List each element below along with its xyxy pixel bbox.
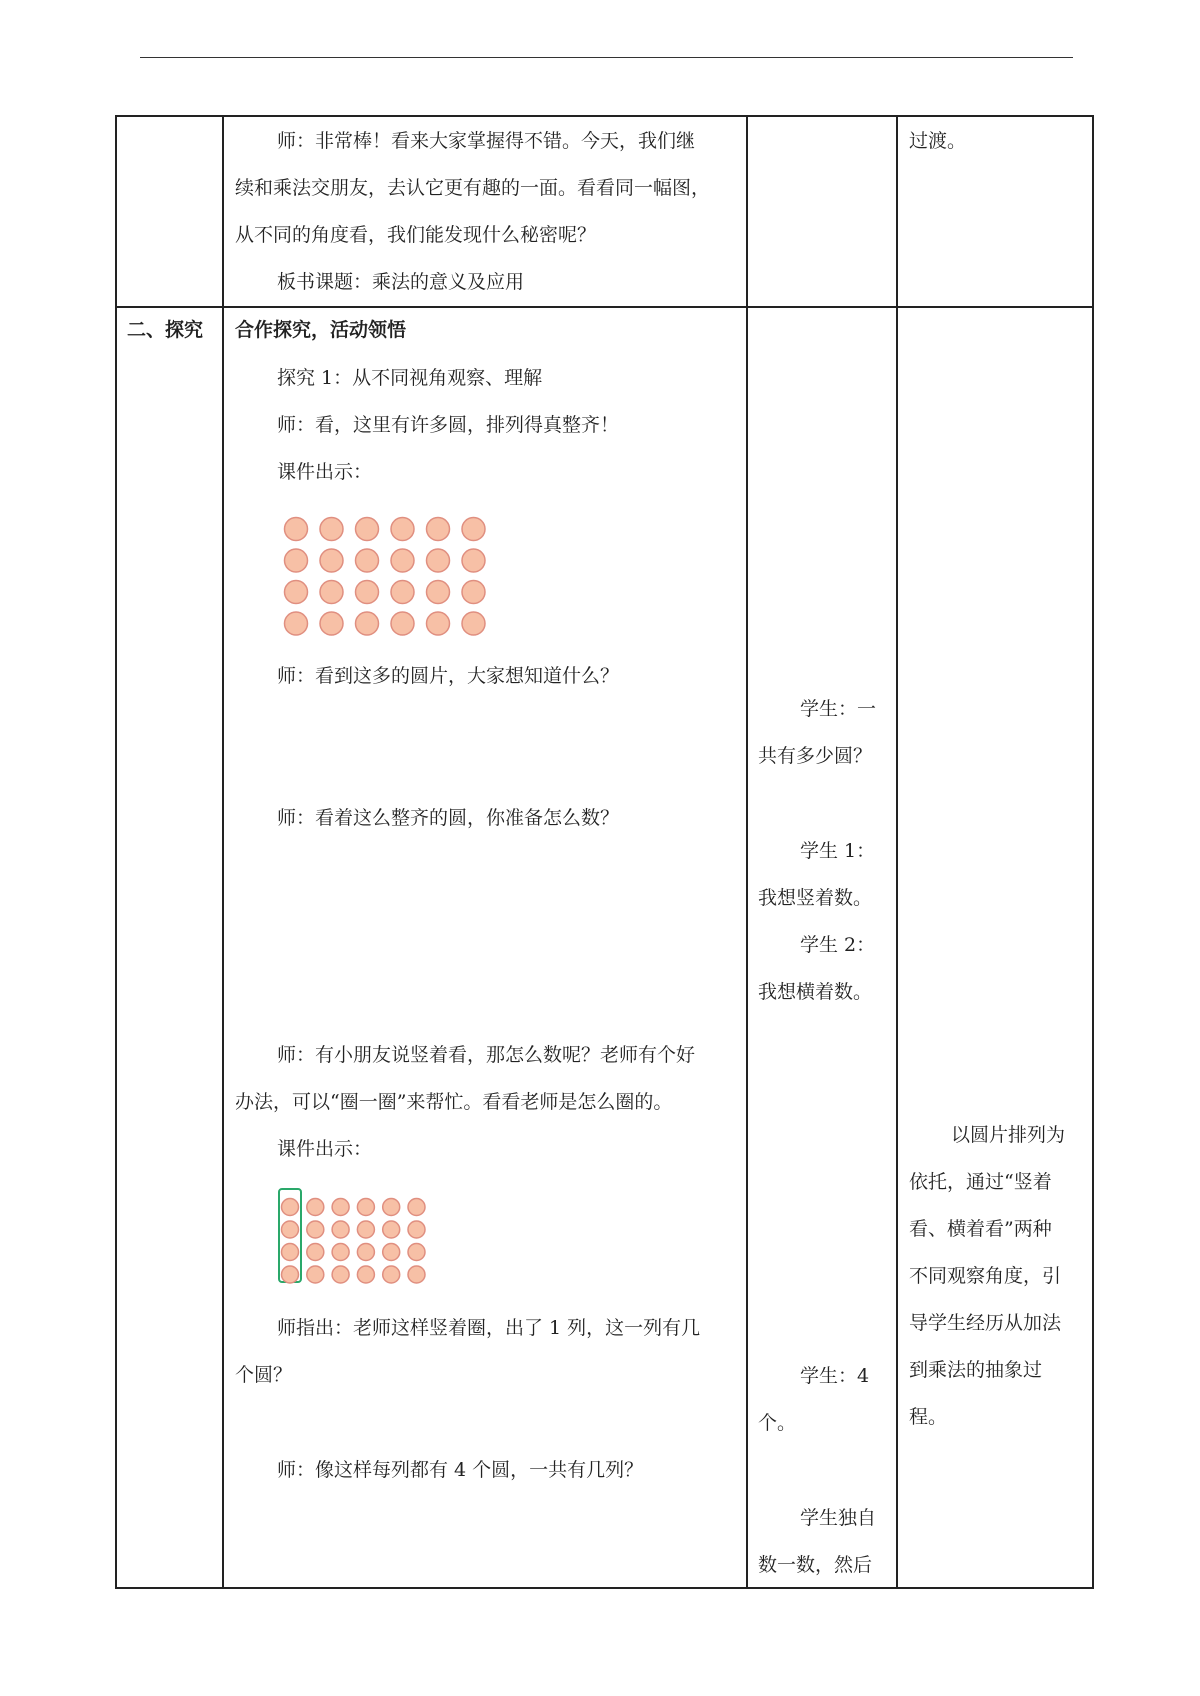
circle-chip [383,1199,400,1216]
circle-chip [307,1221,324,1238]
circle-chip [282,1266,299,1283]
circle-chip [427,549,450,572]
circle-chip [462,581,485,604]
student-line-2: 共有多少圆？ [758,745,873,767]
student-line-10: 数一数，然后 [758,1554,873,1576]
student-line-3: 学生 1： [800,840,876,862]
circle-chip [383,1244,400,1261]
circle-chip [357,1199,374,1216]
section-heading: 合作探究，活动领悟 [235,319,407,341]
row1-line-1: 师：非常棒！看来大家掌握得不错。今天，我们继 [277,130,696,152]
circle-chip [356,549,379,572]
circle-chip [356,581,379,604]
intent-line-4: 不同观察角度，引 [909,1265,1062,1287]
circle-chip [307,1199,324,1216]
courseware-label: 课件出示： [277,461,373,483]
circle-chip [356,518,379,541]
circle-chip [285,518,308,541]
teacher-line-6: 个圆？ [235,1364,293,1386]
circle-chip [332,1221,349,1238]
circle-chip [307,1266,324,1283]
circle-chip [332,1199,349,1216]
circle-chip [462,518,485,541]
circle-chip [357,1221,374,1238]
intent-line-3: 看、横着看”两种 [909,1218,1052,1240]
header-rule [140,57,1073,58]
circle-chip [282,1244,299,1261]
student-line-8: 个。 [758,1412,797,1434]
teacher-line: 师：看，这里有许多圆，排列得真整齐！ [277,414,620,436]
teacher-line-7: 师：像这样每列都有 4 个圆，一共有几列？ [277,1459,644,1481]
circle-chip [320,549,343,572]
circle-chip [462,612,485,635]
circle-chip [462,549,485,572]
row1-intent: 过渡。 [909,130,967,152]
explore-title: 探究 1：从不同视角观察、理解 [277,367,543,389]
circle-chip [332,1266,349,1283]
circle-chip [285,549,308,572]
intent-line-1: 以圆片排列为 [951,1124,1066,1146]
student-line-4: 我想竖着数。 [758,887,873,909]
courseware-label-2: 课件出示： [277,1138,373,1160]
intent-line-2: 依托，通过“竖着 [909,1171,1052,1193]
teacher-question-1: 师：看到这多的圆片，大家想知道什么？ [277,665,620,687]
circle-chip [356,612,379,635]
student-line-5: 学生 2： [800,934,876,956]
student-line-1: 学生：一 [800,698,877,720]
circle-chip [332,1244,349,1261]
circle-chip [408,1199,425,1216]
circle-chip [357,1266,374,1283]
teacher-line-4: 办法，可以“圈一圈”来帮忙。看看老师是怎么圈的。 [235,1091,673,1113]
circle-array-figure [270,507,500,637]
circle-chip [282,1199,299,1216]
circle-chip [391,549,414,572]
student-line-9: 学生独自 [800,1507,877,1529]
circle-chip [320,518,343,541]
circled-column-figure [270,1183,440,1293]
circle-chip [391,612,414,635]
circle-chip [408,1266,425,1283]
row1-line-3: 从不同的角度看，我们能发现什么秘密呢？ [235,224,597,246]
circle-chip [391,581,414,604]
circle-chip [282,1221,299,1238]
circle-chip [391,518,414,541]
row1-line-2: 续和乘法交朋友，去认它更有趣的一面。看看同一幅图， [235,177,711,199]
circle-chip [427,518,450,541]
circle-chip [320,581,343,604]
circle-chip [427,581,450,604]
circle-chip [408,1244,425,1261]
circle-chip [408,1221,425,1238]
student-line-6: 我想横着数。 [758,981,873,1003]
row1-board-title: 板书课题：乘法的意义及应用 [277,271,525,293]
circle-chip [307,1244,324,1261]
intent-line-5: 导学生经历从加法 [909,1312,1062,1334]
intent-line-6: 到乘法的抽象过 [909,1359,1043,1381]
circle-chip [285,581,308,604]
stage-label: 二、探究 [127,319,204,341]
circle-chip [285,612,308,635]
circle-chip [383,1266,400,1283]
intent-line-7: 程。 [909,1406,948,1428]
student-line-7: 学生：4 [800,1365,870,1387]
circle-chip [427,612,450,635]
teacher-question-2: 师：看着这么整齐的圆，你准备怎么数？ [277,807,620,829]
circle-chip [383,1221,400,1238]
teacher-line-5: 师指出：老师这样竖着圈，出了 1 列，这一列有几 [277,1317,701,1339]
teacher-line-3: 师：有小朋友说竖着看，那怎么数呢？老师有个好 [277,1044,696,1066]
circle-chip [357,1244,374,1261]
circle-chip [320,612,343,635]
